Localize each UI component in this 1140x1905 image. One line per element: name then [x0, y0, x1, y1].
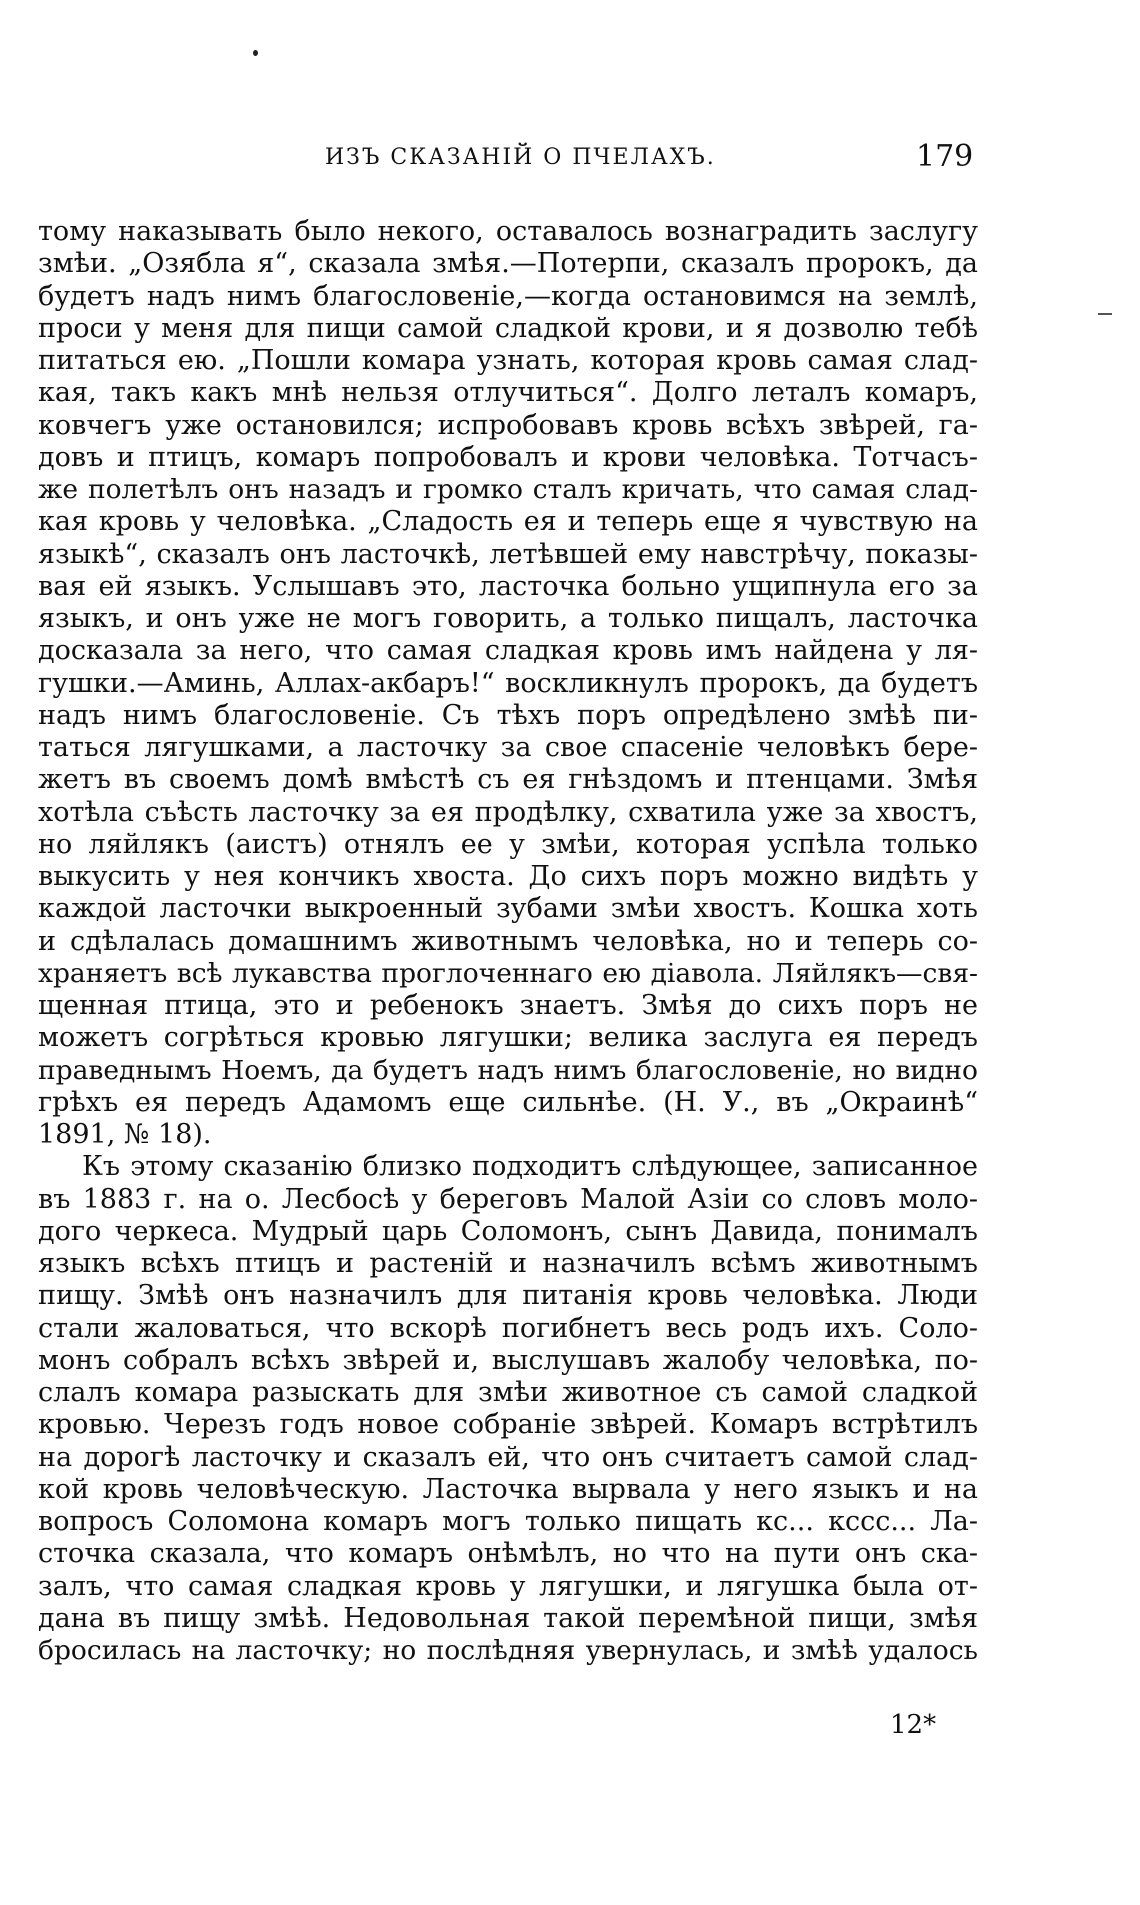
- running-title: ИЗЪ СКАЗАНІЙ О ПЧЕЛАХЪ.: [325, 145, 716, 170]
- text-line: змѣи. „Озябла я“, сказала змѣя.—Потерпи, сказалъ пророкъ, да: [38, 248, 978, 280]
- text-line: ковчегъ уже остановился; испробовавъ кровь всѣхъ звѣрей, га-: [38, 409, 978, 441]
- text-line: проси у меня для пищи самой сладкой крови, и я дозволю тебѣ: [38, 312, 978, 344]
- text-line: грѣхъ ея передъ Адамомъ еще сильнѣе. (Н. У., въ „Окраинѣ“: [38, 1086, 978, 1118]
- text-line: питаться ею. „Пошли комара узнать, которая кровь самая слад-: [38, 345, 978, 376]
- text-line: будетъ надъ нимъ благословеніе,—когда остановимся на землѣ,: [38, 280, 978, 312]
- text-line: каждой ласточки выкроенный зубами змѣи хвостъ. Кошка хоть: [38, 893, 978, 925]
- text-line: дана въ пищу змѣѣ. Недовольная такой перемѣной пищи, змѣя: [38, 1602, 978, 1634]
- text-line: но ляйлякъ (аистъ) отнялъ ее у змѣи, которая успѣла только: [38, 828, 978, 860]
- text-line: кая, такъ какъ мнѣ нельзя отлучиться“. Долго леталъ комаръ,: [38, 377, 978, 409]
- text-line: кая кровь у человѣка. „Сладость ея и теперь еще я чувствую на: [38, 506, 978, 538]
- text-line: слалъ комара разыскать для змѣи животное съ самой сладкой: [38, 1377, 978, 1408]
- text-line: вая ей языкъ. Услышавъ это, ласточка больно ущипнула его за: [38, 570, 978, 602]
- text-line: надъ нимъ благословеніе. Съ тѣхъ поръ опредѣлено змѣѣ пи-: [38, 699, 978, 731]
- text-line: пищу. Змѣѣ онъ назначилъ для питанія кровь человѣка. Люди: [38, 1280, 978, 1312]
- page-number: 179: [916, 139, 974, 174]
- text-line: 1891, № 18).: [38, 1119, 212, 1150]
- text-line: кой кровь человѣческую. Ласточка вырвала у него языкъ и на: [38, 1473, 978, 1505]
- text-line: праведнымъ Ноемъ, да будетъ надъ нимъ благословеніе, но видно: [38, 1054, 978, 1086]
- text-line: щенная птица, это и ребенокъ знаетъ. Змѣя до сихъ поръ не: [38, 990, 978, 1021]
- text-line: и сдѣлалась домашнимъ животнымъ человѣка, но и теперь со-: [38, 925, 978, 957]
- text-line: можетъ согрѣться кровью лягушки; велика заслуга ея передъ: [38, 1022, 978, 1054]
- text-line: же полетѣлъ онъ назадъ и громко сталъ кричать, что самая слад-: [38, 474, 978, 505]
- text-line: досказала за него, что самая сладкая кровь имъ найдена у ля-: [38, 635, 978, 667]
- text-line: вопросъ Соломона комаръ могъ только пищать кс... кссс... Ла-: [38, 1506, 978, 1537]
- signature-mark: 12*: [890, 1710, 937, 1740]
- text-line: таться лягушками, а ласточку за свое спасеніе человѣкъ бере-: [38, 732, 978, 763]
- ink-speck: [253, 50, 258, 56]
- text-line: стали жаловаться, что вскорѣ погибнетъ весь родъ ихъ. Соло-: [38, 1312, 978, 1344]
- text-line: дого черкеса. Мудрый царь Соломонъ, сынъ Давида, понималъ: [38, 1215, 978, 1247]
- text-line: выкусить у нея кончикъ хвоста. До сихъ поръ можно видѣть у: [38, 861, 978, 892]
- text-line: залъ, что самая сладкая кровь у лягушки, и лягушка была от-: [38, 1570, 978, 1602]
- paragraph-first-line: Къ этому сказанію близко подходитъ слѣдующее, записанное: [82, 1151, 978, 1183]
- text-line: сточка сказала, что комаръ онѣмѣлъ, но что на пути онъ ска-: [38, 1538, 978, 1570]
- body-text: [38, 216, 978, 1667]
- text-line: тому наказывать было некого, оставалось вознаградить заслугу: [38, 216, 978, 247]
- text-line: въ 1883 г. на о. Лесбосѣ у береговъ Малой Азіи со словъ моло-: [38, 1183, 978, 1215]
- text-line: довъ и птицъ, комаръ попробовалъ и крови человѣка. Тотчасъ-: [38, 441, 978, 473]
- text-line: бросилась на ласточку; но послѣдняя увернулась, и змѣѣ удалось: [38, 1635, 978, 1666]
- text-line: храняетъ всѣ лукавства проглоченнаго ею діавола. Ляйлякъ—свя-: [38, 957, 978, 989]
- text-line: языкъ, и онъ уже не могъ говорить, а только пищалъ, ласточка: [38, 603, 978, 634]
- margin-mark: [1098, 313, 1112, 315]
- text-line: языкѣ“, сказалъ онъ ласточкѣ, летѣвшей ему навстрѣчу, показы-: [38, 538, 978, 570]
- text-line: языкъ всѣхъ птицъ и растеній и назначилъ всѣмъ животнымъ: [38, 1248, 978, 1279]
- text-line: хотѣла съѣсть ласточку за ея продѣлку, схватила уже за хвостъ,: [38, 796, 978, 828]
- text-line: гушки.—Аминь, Аллах-акбаръ!“ воскликнулъ пророкъ, да будетъ: [38, 667, 978, 699]
- text-line: жетъ въ своемъ домѣ вмѣстѣ съ ея гнѣздомъ и птенцами. Змѣя: [38, 764, 978, 796]
- text-line: кровью. Черезъ годъ новое собраніе звѣрей. Комаръ встрѣтилъ: [38, 1409, 978, 1441]
- text-line: монъ собралъ всѣхъ звѣрей и, выслушавъ жалобу человѣка, по-: [38, 1344, 978, 1376]
- text-line: на дорогѣ ласточку и сказалъ ей, что онъ считаетъ самой слад-: [38, 1441, 978, 1473]
